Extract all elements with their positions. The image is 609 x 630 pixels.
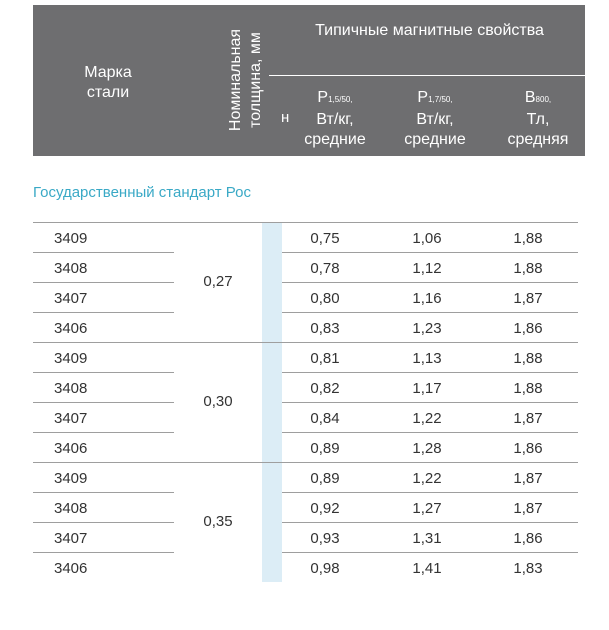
p17-cell: 1,12 bbox=[412, 260, 442, 277]
thickness-header-text: Номинальная толщина, мм bbox=[227, 28, 264, 132]
row-divider bbox=[282, 522, 578, 523]
b800-cell: 1,86 bbox=[513, 530, 543, 547]
table-row bbox=[33, 223, 578, 253]
grade-header: Марка стали bbox=[84, 64, 132, 101]
p15-cell: 0,98 bbox=[310, 560, 340, 577]
p15-header: P1,5/50, Вт/кг, средние bbox=[304, 89, 366, 148]
table-row bbox=[33, 283, 578, 313]
row-divider bbox=[33, 372, 174, 373]
p17-cell: 1,41 bbox=[412, 560, 442, 577]
b800-cell: 1,83 bbox=[513, 560, 543, 577]
grade-cell: 3406 bbox=[54, 320, 88, 337]
row-divider bbox=[33, 432, 174, 433]
grade-cell: 3407 bbox=[54, 410, 88, 427]
grade-cell: 3406 bbox=[54, 560, 88, 577]
p17-cell: 1,17 bbox=[412, 380, 442, 397]
b800-cell: 1,87 bbox=[513, 290, 543, 307]
grade-cell: 3409 bbox=[54, 470, 88, 487]
row-divider bbox=[33, 282, 174, 283]
grade-cell: 3406 bbox=[54, 440, 88, 457]
row-divider bbox=[282, 372, 578, 373]
b800-cell: 1,86 bbox=[513, 440, 543, 457]
table-row bbox=[33, 403, 578, 433]
p15-cell: 0,83 bbox=[310, 320, 340, 337]
b800-cell: 1,88 bbox=[513, 260, 543, 277]
b800-cell: 1,87 bbox=[513, 410, 543, 427]
p17-cell: 1,22 bbox=[412, 410, 442, 427]
b800-cell: 1,88 bbox=[513, 230, 543, 247]
p17-cell: 1,22 bbox=[412, 470, 442, 487]
grade-cell: 3407 bbox=[54, 290, 88, 307]
table-row bbox=[33, 343, 578, 373]
p17-cell: 1,28 bbox=[412, 440, 442, 457]
p15-cell: 0,75 bbox=[310, 230, 340, 247]
grade-cell: 3409 bbox=[54, 350, 88, 367]
p15-cell: 0,93 bbox=[310, 530, 340, 547]
magnetic-properties-header: Типичные магнитные свойства bbox=[315, 22, 544, 39]
row-divider bbox=[33, 312, 174, 313]
standard-label: Государственный стандарт Рос bbox=[33, 184, 251, 201]
row-divider bbox=[33, 552, 174, 553]
table-row bbox=[33, 373, 578, 403]
row-divider bbox=[282, 552, 578, 553]
cut-header: н bbox=[281, 109, 290, 126]
p17-cell: 1,16 bbox=[412, 290, 442, 307]
b800-cell: 1,87 bbox=[513, 500, 543, 517]
table-row bbox=[33, 523, 578, 553]
thickness-cell: 0,30 bbox=[203, 393, 233, 410]
table-row bbox=[33, 313, 578, 343]
row-divider bbox=[33, 492, 174, 493]
grade-cell: 3408 bbox=[54, 260, 88, 277]
p15-cell: 0,84 bbox=[310, 410, 340, 427]
p17-cell: 1,31 bbox=[412, 530, 442, 547]
table-row bbox=[33, 553, 578, 583]
thickness-cell: 0,35 bbox=[203, 513, 233, 530]
row-divider bbox=[282, 282, 578, 283]
thickness-cell: 0,27 bbox=[203, 273, 233, 290]
group-divider bbox=[33, 222, 578, 223]
row-divider bbox=[282, 432, 578, 433]
p17-cell: 1,27 bbox=[412, 500, 442, 517]
p17-cell: 1,06 bbox=[412, 230, 442, 247]
p15-cell: 0,81 bbox=[310, 350, 340, 367]
grade-cell: 3407 bbox=[54, 530, 88, 547]
b800-cell: 1,88 bbox=[513, 380, 543, 397]
p17-cell: 1,23 bbox=[412, 320, 442, 337]
row-divider bbox=[282, 402, 578, 403]
p17-cell: 1,13 bbox=[412, 350, 442, 367]
header-divider bbox=[269, 75, 585, 76]
group-divider bbox=[33, 462, 578, 463]
p15-cell: 0,92 bbox=[310, 500, 340, 517]
b800-cell: 1,86 bbox=[513, 320, 543, 337]
row-divider bbox=[282, 252, 578, 253]
b800-cell: 1,88 bbox=[513, 350, 543, 367]
p17-header: P1,7/50, Вт/кг, средние bbox=[404, 89, 466, 148]
row-divider bbox=[282, 312, 578, 313]
p15-cell: 0,80 bbox=[310, 290, 340, 307]
group-divider bbox=[33, 342, 578, 343]
grade-cell: 3409 bbox=[54, 230, 88, 247]
grade-cell: 3408 bbox=[54, 380, 88, 397]
row-divider bbox=[33, 402, 174, 403]
p15-cell: 0,89 bbox=[310, 440, 340, 457]
row-divider bbox=[282, 492, 578, 493]
p15-cell: 0,89 bbox=[310, 470, 340, 487]
grade-cell: 3408 bbox=[54, 500, 88, 517]
p15-cell: 0,78 bbox=[310, 260, 340, 277]
table-row bbox=[33, 463, 578, 493]
table-header bbox=[33, 5, 585, 156]
b800-cell: 1,87 bbox=[513, 470, 543, 487]
table-row bbox=[33, 493, 578, 523]
table-row bbox=[33, 253, 578, 283]
table-row bbox=[33, 433, 578, 463]
row-divider bbox=[33, 522, 174, 523]
b800-header: B800, Тл, средняя bbox=[507, 89, 569, 148]
row-divider bbox=[33, 252, 174, 253]
p15-cell: 0,82 bbox=[310, 380, 340, 397]
